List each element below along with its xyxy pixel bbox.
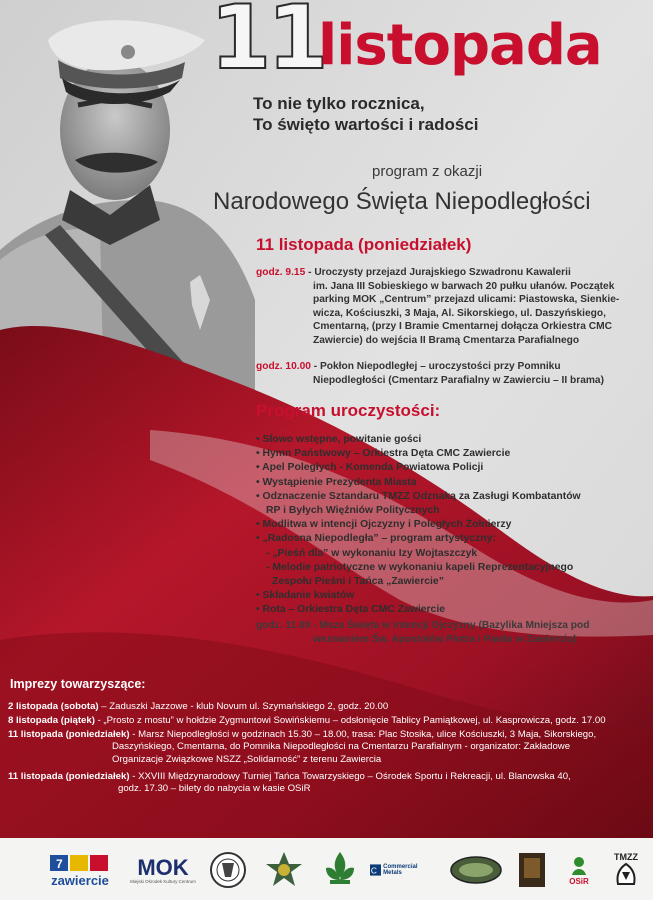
mok-logo (130, 850, 196, 890)
side-event-item (8, 771, 648, 796)
program-heading: Program uroczystości: (256, 401, 441, 420)
program-item-text: • Słowo wstępne, powitanie gości (256, 434, 422, 445)
program-item (256, 603, 636, 617)
program-title: Narodowego Święta Niepodległości (213, 188, 591, 215)
program-item (256, 476, 636, 490)
event-time: godz. 11.00 (256, 620, 311, 631)
program-subitem: - Melodie patriotyczne w wykonaniu kapeli Reprezentacyjnego (266, 561, 574, 573)
zawiercie-emblem-icon (48, 853, 112, 873)
program-subitem: - „Pieśń dla” w wykonaniu Izy Wojtaszczyk (266, 547, 478, 559)
program-item (256, 490, 636, 518)
program-item (256, 461, 636, 475)
sponsor-logos-bar (0, 838, 653, 900)
event-text: parking MOK „Centrum” przejazd ulicami: Piastowska, Sienkie- (313, 294, 620, 306)
lily-icon (322, 850, 358, 890)
side-event-text: - Marsz Niepodległości w godzinach 15.30 – 18.00, trasa: Plac Stosika, ulice Kościuszki, 3 Maja, Sikorskiego, (129, 729, 597, 740)
program-item-text: • Rota – Orkiestra Dęta CMC Zawiercie (256, 604, 446, 616)
event-text: wicza, Kościuszki, 3 Maja, Al. Sikorskiego, ul. Daszyńskiego, (313, 307, 606, 319)
subtitle-line-1: To nie tylko rocznica, (253, 94, 425, 113)
side-event-text: godz. 17.30 – bilety do nabycia w kasie OSiR (118, 783, 311, 795)
event-item (256, 266, 644, 348)
club-logo (516, 850, 548, 890)
club-emblem-icon (518, 852, 546, 888)
side-event-date: 11 listopada (poniedziałek) (8, 729, 130, 740)
event-text: Niepodległości (Cmentarz Parafialny w Zawierciu – II brama) (313, 374, 604, 386)
svg-text:7: 7 (56, 856, 63, 871)
side-event-item (8, 701, 388, 713)
commercial-metals-logo (370, 850, 434, 890)
program-item (256, 447, 636, 461)
event-text: Cmentarną, (przy I Bramie Cmentarnej dołącza Orkiestra CMC (313, 321, 612, 333)
zawiercie-logo (40, 850, 120, 890)
program-item (256, 589, 636, 603)
event-item (256, 619, 640, 646)
mok-label: MOK (137, 854, 189, 880)
event-time: godz. 10.00 (256, 361, 311, 372)
commercial-metals-label: Commercial Metals (383, 864, 418, 876)
svg-text:C: C (370, 865, 377, 876)
side-event-item (8, 715, 648, 727)
side-event-text: – Zaduszki Jazzowe - klub Novum ul. Szymańskiego 2, godz. 20.00 (98, 701, 389, 712)
oval-emblem-icon (449, 855, 503, 885)
program-item (256, 433, 636, 447)
side-event-text: - „Prosto z mostu” w hołdzie Zygmuntowi Sowińskiemu – odsłonięcie Tablicy Pamiątkowej, ul. Kasprowicza, godz. 17.00 (94, 715, 606, 726)
headline-subtitle (253, 93, 478, 135)
program-item-text: • Składanie kwiatów (256, 590, 355, 602)
program-subitem: Zespołu Pieśni i Tańca „Zawiercie” (272, 576, 444, 588)
side-event-date: 11 listopada (poniedziałek) (8, 771, 130, 782)
osir-logo (562, 850, 596, 890)
osir-icon (568, 855, 590, 877)
side-events-title: Imprezy towarzyszące: (10, 677, 146, 691)
osir-label: OSiR (569, 876, 589, 886)
event-text: im. Jana III Sobieskiego w barwach 20 pułku ułanów. Początek (313, 280, 615, 292)
event-time: godz. 9.15 (256, 267, 306, 278)
tmzz-label: TMZZ (614, 852, 638, 862)
side-event-text: Daszyńskiego, Cmentarna, do Pomnika Niepodległości na Cmentarzu Parafialnym - organizator: Zakładowe (112, 741, 571, 753)
program-list (256, 433, 636, 618)
event-text: Zawiercie) do wejścia II Bramą Cmentarza Parafialnego (313, 334, 580, 346)
police-star-icon (264, 850, 304, 890)
program-item-text: • Hymn Państwowy – Orkiestra Dęta CMC Zawiercie (256, 448, 511, 460)
event-text: wezwaniem Św. Apostołów Piotra i Pawła w Zawierciu) (313, 633, 577, 645)
police-logo (262, 850, 306, 890)
event-item (256, 360, 636, 387)
mok-subtitle: Miejski Ośrodek Kultury Centrum (130, 878, 196, 884)
side-event-date: 2 listopada (sobota) (8, 701, 99, 712)
event-text: - Pokłon Niepodległej – uroczystości przy Pomniku (310, 361, 561, 372)
seal-icon (209, 851, 247, 889)
day-heading: 11 listopada (poniedziałek) (256, 235, 472, 254)
cmc-icon (370, 864, 381, 876)
program-item-text: • Apel Poległych - Komenda Powiatowa Policji (256, 462, 484, 474)
zawiercie-label: zawiercie (51, 872, 109, 888)
subtitle-line-2: To święto wartości i radości (253, 115, 479, 134)
side-event-item (8, 729, 648, 766)
program-subitem: RP i Byłych Więźniów Politycznych (266, 505, 440, 517)
program-item-text: • Wystąpienie Prezydenta Miasta (256, 476, 417, 488)
side-event-text: Organizacje Związkowe NSZZ „Solidarność” z terenu Zawiercia (112, 753, 382, 765)
program-item-text: • „Radosna Niepodległa” – program artystyczny: (256, 533, 496, 545)
side-event-date: 8 listopada (piątek) (8, 715, 95, 726)
headline-number: 11 (210, 0, 325, 89)
program-item-text: • Odznaczenie Sztandaru TMZZ Odznaką za Zasługi Kombatantów (256, 490, 581, 502)
tmzz-eagle-icon (614, 862, 638, 888)
program-item (256, 518, 636, 532)
program-intro: program z okazji (372, 163, 483, 180)
program-item (256, 532, 636, 589)
program-item-text: • Modlitwa w intencji Ojczyzny i Poległych Żołnierzy (256, 519, 512, 531)
zhp-logo (320, 850, 360, 890)
oval-logo (448, 850, 504, 890)
side-event-text: - XXVIII Międzynarodowy Turniej Tańca Towarzyskiego – Ośrodek Sportu i Rekreacji, ul. Blanowska 40, (129, 771, 571, 782)
tmzz-logo (606, 850, 646, 890)
headline-word: listopada (318, 13, 602, 78)
event-text: - Uroczysty przejazd Jurajskiego Szwadronu Kawalerii (305, 267, 571, 278)
event-text: - Msza Święta w intencji Ojczyzny (Bazylika Mniejsza pod (310, 620, 590, 631)
seal-logo (207, 850, 249, 890)
